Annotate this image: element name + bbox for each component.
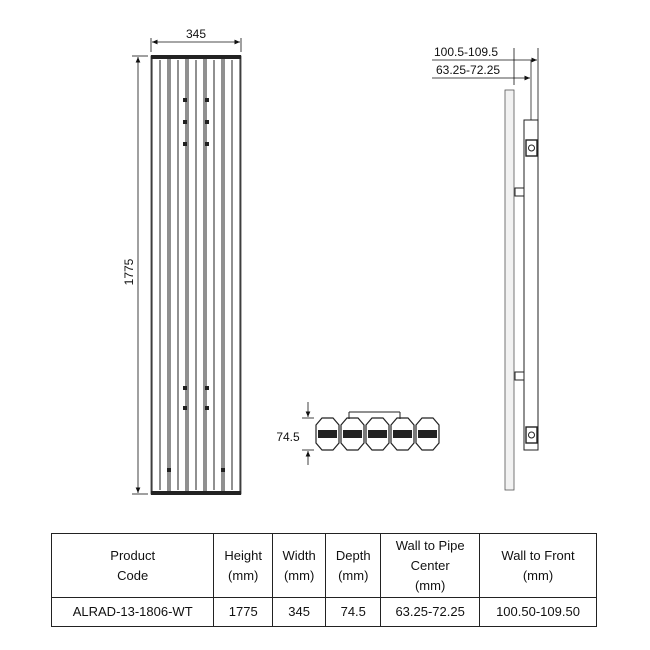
front-view [122, 27, 241, 495]
cell-product-code: ALRAD-13-1806-WT [52, 598, 214, 627]
cell-width: 345 [273, 598, 326, 627]
top-depth-label: 74.5 [276, 430, 300, 444]
header-depth: Depth (mm) [326, 534, 381, 598]
cell-wall-to-pipe: 63.25-72.25 [381, 598, 480, 627]
spec-table [51, 533, 597, 627]
side-view [432, 45, 538, 490]
cell-depth: 74.5 [326, 598, 381, 627]
header-product-code: Product Code [52, 534, 214, 598]
front-width-label: 345 [185, 27, 207, 41]
side-wall-to-pipe-label: 63.25-72.25 [436, 63, 501, 77]
side-wall-to-front-label: 100.5-109.5 [434, 45, 499, 59]
cell-height: 1775 [214, 598, 273, 627]
cell-wall-to-front: 100.50-109.50 [480, 598, 597, 627]
header-wall-to-front: Wall to Front (mm) [480, 534, 597, 598]
top-view [276, 402, 439, 465]
front-height-label: 1775 [122, 258, 136, 286]
table-row [52, 598, 597, 627]
header-wall-to-pipe: Wall to Pipe Center (mm) [381, 534, 480, 598]
spec-table-header-row [52, 534, 597, 598]
header-width: Width (mm) [273, 534, 326, 598]
header-height: Height (mm) [214, 534, 273, 598]
